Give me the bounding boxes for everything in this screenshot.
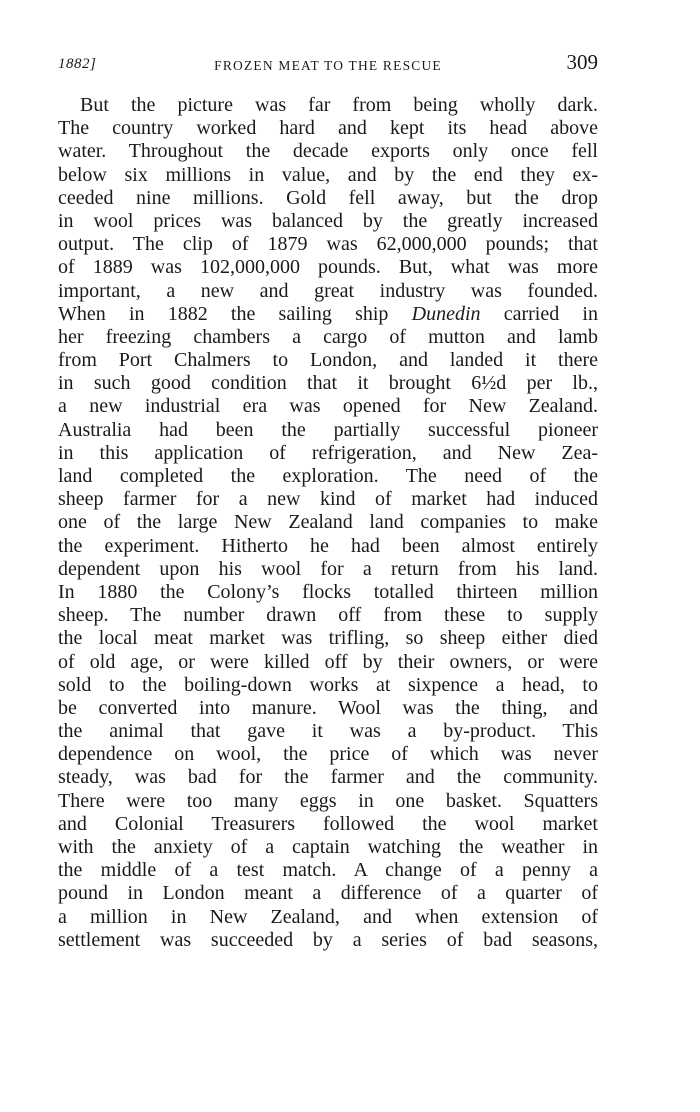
text-line: from Port Chalmers to London, and landed it there [58, 349, 598, 372]
text-line: land completed the exploration. The need of the [58, 465, 598, 487]
running-head [58, 50, 598, 80]
text-line: There were too many eggs in one basket. Squatters [58, 789, 598, 812]
text-line: below six millions in value, and by the end they ex- [58, 163, 598, 186]
text-line: dependence on wool, the price of which was never [58, 743, 598, 766]
text-line: steady, was bad for the farmer and the community. [58, 766, 598, 789]
running-head-year: 1882] [58, 56, 97, 72]
text-line: The country worked hard and kept its head above [58, 117, 598, 140]
text-line: the local meat market was trifling, so sheep either died [58, 627, 598, 650]
text-line: In 1880 the Colony’s flocks totalled thirteen million [58, 580, 598, 603]
text-line: water. Throughout the decade exports only once fell [58, 140, 598, 163]
text-line: her freezing chambers a cargo of mutton and lamb [58, 325, 598, 348]
text-line: pound in London meant a difference of a quarter of [58, 882, 598, 905]
ship-name-italic: Dunedin [411, 302, 481, 325]
text-line: one of the large New Zealand land companies to make [58, 511, 598, 534]
text-segment: When in 1882 the sailing ship [58, 302, 412, 325]
text-line: the middle of a test match. A change of a penny a [58, 859, 598, 882]
text-segment: carried in [480, 302, 598, 325]
text-line: Australia had been the partially successful pioneer [58, 418, 598, 441]
text-line: of 1889 was 102,000,000 pounds. But, what was more [58, 256, 598, 279]
text-line [58, 303, 598, 326]
text-line: the experiment. Hitherto he had been almost entirely [58, 534, 598, 557]
text-line: be converted into manure. Wool was the thing, and [58, 696, 598, 719]
text-line: sheep farmer for a new kind of market had induced [58, 488, 598, 511]
text-line: a new industrial era was opened for New Zealand. [58, 395, 598, 418]
text-line: in such good condition that it brought 6½d per lb., [58, 372, 598, 395]
page-number: 309 [566, 50, 598, 74]
text-line: ceeded nine millions. Gold fell away, but the drop [58, 186, 598, 209]
text-line: of old age, or were killed off by their owners, or were [58, 650, 598, 673]
text-line: dependent upon his wool for a return from his land. [58, 557, 598, 580]
text-line: and Colonial Treasurers followed the wool market [58, 812, 598, 835]
text-line: But the picture was far from being wholly dark. [80, 94, 598, 116]
text-line: a million in New Zealand, and when extension of [58, 905, 598, 928]
text-line: sheep. The number drawn off from these to supply [58, 604, 598, 627]
text-line: sold to the boiling-down works at sixpence a head, to [58, 673, 598, 696]
text-line: settlement was succeeded by a series of bad seasons, [58, 928, 598, 951]
text-line: output. The clip of 1879 was 62,000,000 pounds; that [58, 233, 598, 256]
text-line: with the anxiety of a captain watching the weather in [58, 836, 598, 858]
running-head-title: FROZEN MEAT TO THE RESCUE [214, 58, 442, 73]
text-line: important, a new and great industry was founded. [58, 279, 598, 302]
body-paragraph [58, 94, 598, 952]
text-line: the animal that gave it was a by-product. This [58, 720, 598, 743]
text-line: in this application of refrigeration, and New Zea- [58, 441, 598, 464]
text-line: in wool prices was balanced by the greatly increased [58, 209, 598, 232]
